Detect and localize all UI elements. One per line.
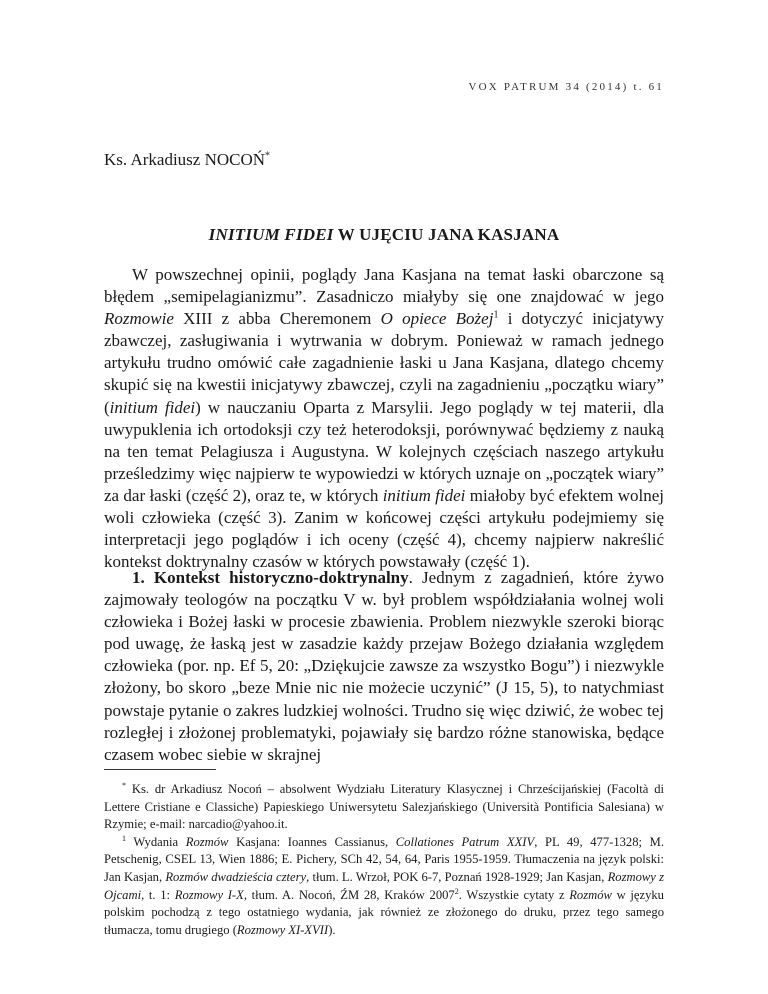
fn1-italic-2: Collationes Patrum XXIV — [395, 834, 535, 849]
fn1-italic-1: Rozmów — [185, 834, 229, 849]
footnote-author-text: Ks. dr Arkadiusz Nocoń – absolwent Wydziału Literatury Klasycznej i Chrześcijańskiej (Facoltà di Lettere Cristiane e Classiche) Papieskiego Uniwersytetu Salezjańskiego (Università Pontificia Salesiana) w Rzymie; e-mail: narcadio@yahoo.it. — [104, 782, 664, 832]
fn1-edition-sup: 2 — [454, 886, 459, 896]
fn1-text-9: ). — [328, 922, 336, 937]
intro-text-3: i dotyczyć inicjatywy zbawczej, zasługiwania i wytrwania w dobrym. Ponieważ w ramach jednego artykułu trudno omówić całe zagadnienie łaski u Jana Kasjana, dlatego chcemy skupić się na kwestii inicjatywy zbawczej, czyli na zagadnieniu „początku wiary” ( — [104, 309, 665, 417]
footnote-mark: * — [122, 780, 126, 790]
title-italic: INITIUM FIDEI — [208, 225, 334, 244]
footnote-1 — [104, 834, 664, 940]
footnote-divider — [104, 769, 216, 770]
intro-text-2: XIII z abba Cheremonem — [173, 309, 381, 329]
fn1-text-6: , tłum. A. Nocoń, ŹM 28, Kraków 2007 — [243, 887, 455, 902]
fn1-italic-7: Rozmowy XI-XVII — [236, 922, 329, 937]
author-footnote-mark[interactable]: * — [265, 150, 271, 162]
fn1-text-1: Wydania — [126, 834, 186, 849]
section-1-heading: 1. Kontekst historyczno-doktrynalny — [132, 568, 409, 587]
author-name: Ks. Arkadiusz — [104, 150, 205, 169]
fn1-text-7: . Wszystkie cytaty z — [458, 887, 570, 902]
fn1-text-8: w języku polskim pochodzą z tego ostatniego wydania, jak również ze złożonego do druku, przez tego samego tłumacza, tomu drugiego ( — [104, 887, 664, 937]
fn1-italic-4: Rozmowy z Ojcami — [104, 869, 664, 902]
section-1-paragraph — [104, 567, 664, 766]
section-1-text: . Jednym z zagadnień, które żywo zajmowały teologów na początku V w. był problem współdziałania wolnej woli człowieka i Bożej łaski w procesie zbawienia. Problem niezwykle szeroki biorąc pod uwagę, że łaską jest w zasadzie każdy przejaw Bożego działania względem człowieka (por. np. Ef 5, 20: „Dziękujcie zawsze za wszystko Bogu”) i niezwykle złożony, bo skoro „beze Mnie nic nie możecie uczynić” (J 15, 5), to natychmiast powstaje pytanie o zakres ludzkiej wolności. Trudno się więc dziwić, że wobec tej rozległej i złożonej problematyki, pojawiały się bardzo różne stanowiska, będące czasem wobec siebie w skrajnej — [104, 568, 664, 764]
title-rest: W UJĘCIU JANA KASJANA — [333, 225, 560, 244]
fn1-text-3: , PL 49, 477-1328; M. Petschenig, CSEL 13, Wien 1886; E. Pichery, SCh 42, 54, 64, Paris 1955-1959. Tłumaczenia na język polski: Jan Kasjan, — [104, 834, 664, 884]
footnote-ref-1[interactable]: 1 — [493, 309, 499, 321]
fn1-italic-3: Rozmów dwadzieścia cztery — [165, 869, 307, 884]
intro-italic-1: Rozmowie — [104, 309, 174, 329]
intro-text-1: W powszechnej opinii, poglądy Jana Kasjana na temat łaski obarczone są błędem „semipelagianizmu”. Zasadniczo miałyby się one znajdować w jego — [104, 265, 664, 307]
intro-italic-3: initium fidei — [109, 397, 196, 417]
intro-text-5: miałoby być efektem wolnej woli człowieka (część 3). Zanim w końcowej części artykułu podejmiemy się interpretacji jego poglądów i ich oceny (część 4), chcemy najpierw nakreślić kontekst doktrynalny czasów w których powstawały (część 1). — [104, 485, 664, 572]
footnote-author — [104, 781, 664, 834]
fn1-text-4: , tłum. L. Wrzoł, POK 6-7, Poznań 1928-1929; Jan Kasjan, — [306, 869, 608, 884]
author-surname: NOCOŃ — [204, 150, 266, 169]
intro-italic-4: initium fidei — [382, 485, 466, 505]
running-head: VOX PATRUM 34 (2014) t. 61 — [468, 81, 664, 93]
intro-text-4: ) w nauczaniu Oparta z Marsylii. Jego poglądy w tej materii, dla uwypuklenia ich ortodoksji czy też heterodoksji, porównywać będziemy z nauką na ten temat Pelagiusza i Augustyna. W kolejnych częściach naszego artykułu prześledzimy więc najpierw te wypowiedzi w których uznaje on „początek wiary” za dar łaski (część 2), oraz te, w których — [104, 397, 665, 505]
footnotes — [104, 781, 664, 939]
intro-paragraph — [104, 264, 664, 573]
fn1-italic-5: Rozmowy I-X — [174, 887, 244, 902]
fn1-text-2: Kasjana: Ioannes Cassianus, — [228, 834, 396, 849]
fn1-italic-6: Rozmów — [569, 887, 612, 902]
footnote-1-mark: 1 — [122, 833, 126, 843]
fn1-text-5: , t. 1: — [141, 887, 175, 902]
intro-italic-2: O opiece Bożej — [380, 309, 494, 329]
article-title — [104, 225, 664, 245]
author-line — [104, 150, 270, 170]
